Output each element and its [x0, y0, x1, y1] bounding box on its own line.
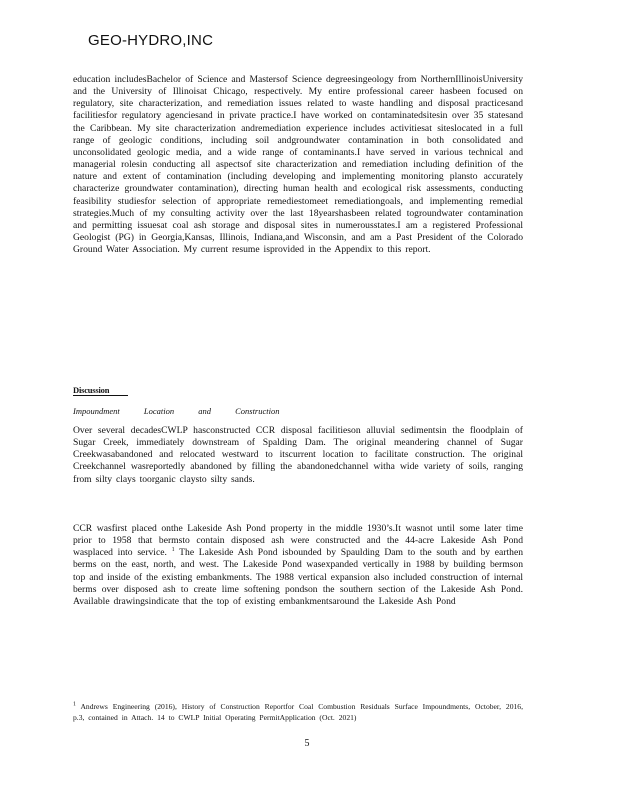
section-subheading: Impoundment Location and Construction — [73, 406, 280, 416]
footnote-text: Andrews Engineering (2016), History of Construction Reportfor Coal Combustion Residuals Surface Impoundments, October, 2016, p.3, contained in Attach. 14 to CWLP Initial Operating PermitApplication (Oct. 2021) — [73, 702, 523, 722]
footnote-reference-marker: 1 — [171, 547, 175, 554]
section-heading: Discussion — [73, 385, 128, 396]
company-header: GEO-HYDRO,INC — [88, 32, 214, 49]
paragraph-2 — [73, 523, 523, 608]
paragraph-1: Over several decadesCWLP hasconstructed CCR disposal facilitieson alluvial sedimentsin the floodplain of Sugar Creek, immediately downstream of Spalding Dam. The original meandering channel of Sugar Creekwasabandoned and relocated westward to itscurrent location to facilitate construction. The original Creekchannel wasreportedly abandoned by filling the abandonedchannel witha wide variety of soils, ranging from silty clays toorganic claysto silty sands. — [73, 425, 523, 485]
footnote-marker: 1 — [73, 701, 76, 708]
paragraph-2-text-after-note: The Lakeside Ash Pond isbounded by Spaulding Dam to the south and by earthen berms on the east, north, and west. The Lakeside Pond wasexpanded vertically in 1988 by building bermson top and inside of the existing embankments. The 1988 vertical expansion also included construction of internal berms over disposed ash to create lime softening pondson the southern section of the Lakeside Ash Pond. Available drawingsindicate that the top of existing embankmentsaround the Lakeside Ash Pond — [73, 547, 523, 607]
page-number: 5 — [304, 738, 310, 749]
intro-paragraph: education includesBachelor of Science and Mastersof Science degreesingeology from NorthernIllinoisUniversity and the University of Illinoisat Chicago, respectively. My entire professional career hasbeen focused on regulatory, site characterization, and remediation issues related to waste handling and disposal practicesand facilitiesfor regulatory agenciesand in private practice.I have worked on contaminatedsitesin over 35 statesand the Caribbean. My site characterization andremediation experience includes activitiesat siteslocated in a full range of geologic conditions, including soil andgroundwater contamination in both consolidated and unconsolidated geologic media, and a wide range of contaminants.I have served in various technical and managerial rolesin conducting all aspectsof site characterization and remediation including definition of the nature and extent of contamination (including developing and implementing monitoring plansto accurately characterize groundwater contamination), directing human health and ecological risk assessments, conducting feasibility studiesfor selection of appropriate remediestomeet remediationgoals, and implementing remedial strategies.Much of my consulting activity over the last 18yearshasbeen related togroundwater contamination and permitting issuesat coal ash storage and disposal sites in numerousstates.I am a registered Professional Geologist (PG) in Georgia,Kansas, Illinois, Indiana,and Wisconsin, and am a Past President of the Colorado Ground Water Association. My current resume isprovided in the Appendix to this report. — [73, 74, 523, 256]
paragraph-2-text-before-note: CCR wasfirst placed onthe Lakeside Ash Pond property in the middle 1930’s.It wasnot until some later time prior to 1958 that bermsto contain disposed ash were constructed and the 44-acre Lakeside Ash Pond wasplaced into service. — [73, 523, 523, 559]
footnote — [73, 702, 523, 723]
